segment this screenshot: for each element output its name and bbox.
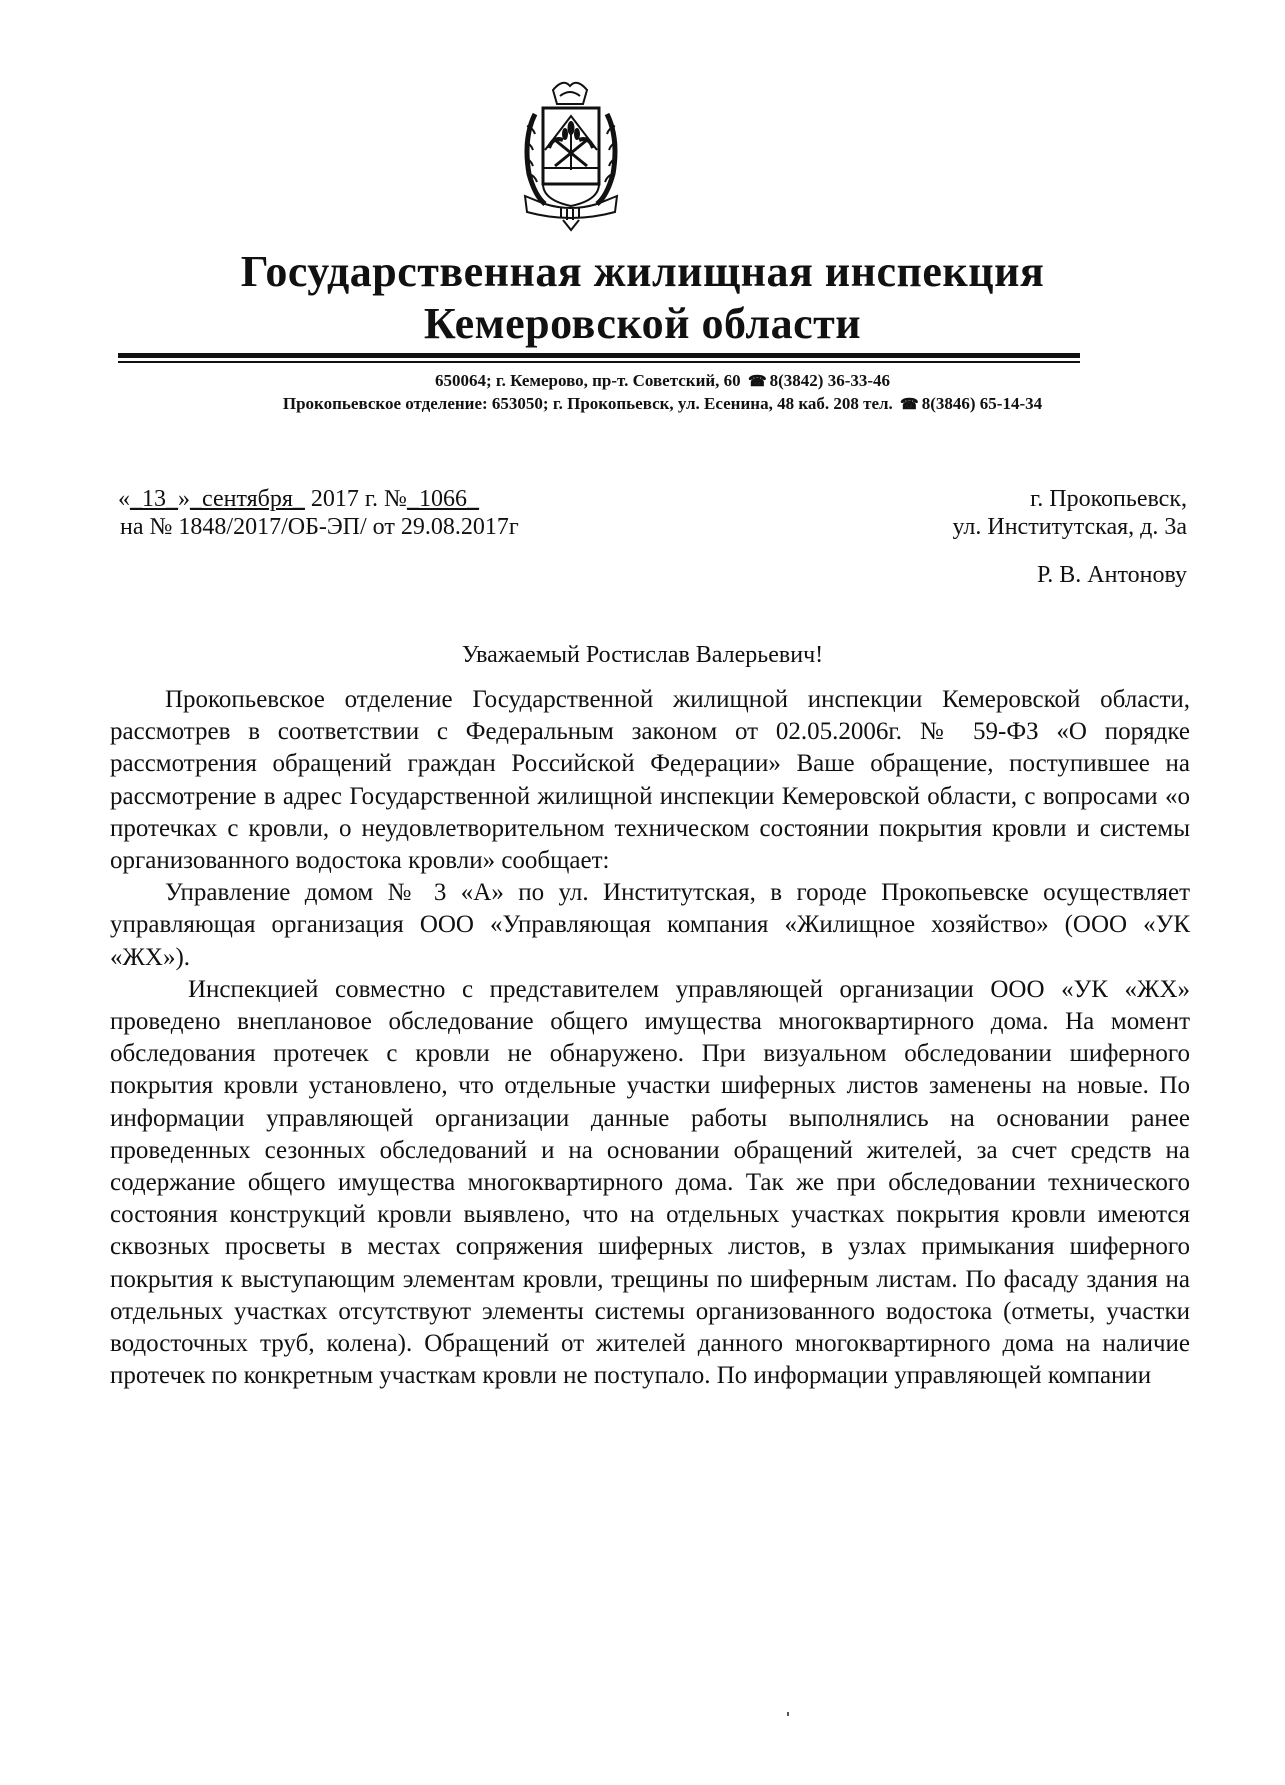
branch-address-text: Прокопьевское отделение: 653050; г. Прокопьевск, ул. Есенина, 48 каб. 208 тел. [282,394,893,413]
letter-year: 2017 г. № [310,486,407,512]
phone-icon: ☎ [747,374,767,390]
header-rule-thin [118,361,1080,363]
recipient-name: Р. В. Антонову [1036,562,1187,588]
main-phone: 8(3842) 36-33-46 [769,371,891,390]
quote-close: » [178,486,190,512]
letter-month: _сентября_ [190,486,305,512]
letter-number: _1066_ [406,486,479,512]
main-office-address [20,370,1285,393]
recipient-city: г. Прокопьевск, [1030,486,1187,512]
body-paragraph: Инспекцией совместно с представителем управляющей организации ООО «УК «ЖХ» проведено внеплановое обследование общего имущества многоквартирного дома. На момент обследования протечек с кровли не обнаружено. При визуальном обследовании шиферного покрытия кровли установлено, что отдельные участки шиферных листов заменены на новые. По информации управляющей организации данные работы выполнялись на основании ранее проведенных сезонных обследований и на основании обращений жителей, за счет средств на содержание общего имущества многоквартирного дома. Так же при обследовании технического состояния конструкций кровли выявлено, что на отдельных участках покрытия кровли имеются сквозных просветы в местах сопряжения шиферных листов, в узлах примыкания шиферного покрытия к выступающим элементам кровли, трещины по шиферным листам. По фасаду здания на отдельных участках отсутствуют элементы системы организованного водостока (отметы, участки водосточных труб, колена). Обращений от жителей данного многоквартирного дома на наличие протечек по конкретным участкам кровли не поступало. По информации управляющей компании [110,975,1190,1390]
reply-reference: на № 1848/2017/ОБ-ЭП/ от 29.08.2017г [120,514,519,540]
salutation: Уважаемый Ростислав Валерьевич! [461,642,824,668]
body-paragraph: Прокопьевское отделение Государственной жилищной инспекции Кемеровской области, рассмотрев в соответствии с Федеральным законом от 02.05.2006г. № 59-ФЗ «О порядке рассмотрения обращений граждан Российской Федерации» Ваше обращение, поступившее на рассмотрение в адрес Государственной жилищной инспекции Кемеровской области, с вопросами «о протечках с кровли, о неудовлетворительном техническом состоянии покрытия кровли и системы организованного водостока кровли» сообщает: [110,686,1190,875]
coat-of-arms-icon [505,78,635,238]
recipient-street: ул. Институтская, д. 3а [952,514,1187,540]
branch-office-address [20,393,1285,416]
header-rule-thick [118,353,1080,358]
organization-title: Государственная жилищная инспекция [240,247,1045,296]
letter-date-number [118,484,479,514]
quote-open: « [118,486,130,512]
letter-body [110,684,1190,1392]
organization-region: Кемеровской области [423,299,862,348]
branch-phone: 8(3846) 65-14-34 [921,394,1043,413]
main-address-text: 650064; г. Кемерово, пр-т. Советский, 60 [434,371,741,390]
scan-artifact [787,1712,789,1716]
body-paragraph: Управление домом № 3 «А» по ул. Институтская, в городе Прокопьевске осуществляет управляющая организация ООО «Управляющая компания «Жилищное хозяйство» (ООО «УК «ЖХ»). [110,879,1190,971]
phone-icon: ☎ [900,397,919,413]
letter-day: _13_ [130,486,178,512]
